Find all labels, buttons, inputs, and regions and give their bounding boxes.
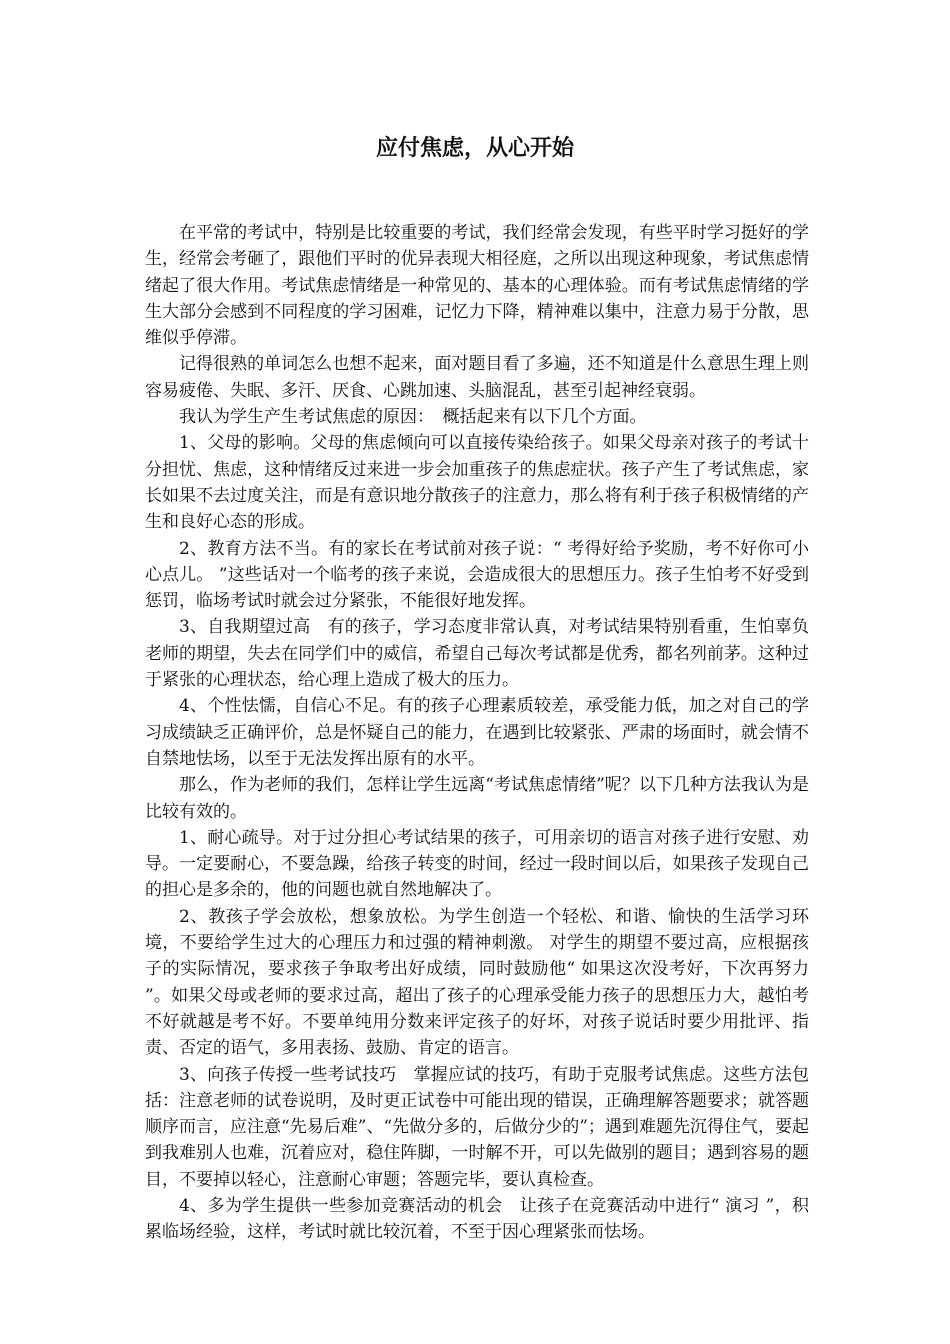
paragraph-cause-2: 2、教育方法不当。有的家长在考试前对孩子说：“ 考得好给予奖励，考不好你可小心点儿。 ”这些话对一个临考的孩子来说，会造成很大的思想压力。孩子生怕考不好受到惩罚，临场考试时就会过分紧张，不能很好地发挥。 — [145, 538, 809, 612]
paragraph-method-1: 1、耐心疏导。对于过分担心考试结果的孩子，可用亲切的语言对孩子进行安慰、劝导。一定要耐心，不要急躁，给孩子转变的时间，经过一段时间以后，如果孩子发现自己的担心是多余的，他的问题也就自然地解决了。 — [145, 827, 809, 901]
paragraph-cause-4: 4、个性怯懦，自信心不足。有的孩子心理素质较差，承受能力低，加之对自己的学习成绩缺乏正确评价，总是怀疑自己的能力，在遇到比较紧张、严肃的场面时，就会情不自禁地怯场，以至于无法发挥出原有的水平。 — [145, 696, 809, 769]
document-body — [145, 220, 809, 1246]
paragraph-cause-1: 1、父母的影响。父母的焦虑倾向可以直接传染给孩子。如果父母亲对孩子的考试十分担忧、焦虑，这种情绪反过来进一步会加重孩子的焦虑症状。孩子产生了考试焦虑，家长如果不去过度关注，而是有意识地分散孩子的注意力，那么将有利于孩子积极情绪的产生和良好心态的形成。 — [145, 433, 809, 533]
paragraph-causes-intro: 我认为学生产生考试焦虑的原因： 概括起来有以下几个方面。 — [179, 407, 647, 428]
paragraph-method-3: 3、向孩子传授一些考试技巧 掌握应试的技巧，有助于克服考试焦虑。这些方法包括：注意老师的试卷说明，及时更正试卷中可能出现的错误，正确理解答题要求；就答题顺序而言，应注意“先易后难”、“先做分多的，后做分少的”；遇到难题先沉得住气，要起到我难别人也难，沉着应对，稳住阵脚，一时解不开，可以先做别的题目；遇到容易的题目，不要掉以轻心，注意耐心审题；答题完毕，要认真检查。 — [145, 1064, 809, 1190]
paragraph-methods-intro: 那么，作为老师的我们，怎样让学生远离“考试焦虑情绪”呢？以下几种方法我认为是比较有效的。 — [145, 775, 809, 822]
paragraph-symptoms: 记得很熟的单词怎么也想不起来，面对题目看了多遍，还不知道是什么意思生理上则容易疲倦、失眠、多汗、厌食、心跳加速、头脑混乱，甚至引起神经衰弱。 — [145, 354, 809, 401]
document-title: 应付焦虑，从心开始 — [375, 136, 574, 161]
paragraph-intro: 在平常的考试中，特别是比较重要的考试，我们经常会发现，有些平时学习挺好的学生，经常会考砸了，跟他们平时的优异表现大相径庭，之所以出现这种现象，考试焦虑情绪起了很大作用。考试焦虑情绪是一种常见的、基本的心理体验。而有考试焦虑情绪的学生大部分会感到不同程度的学习困难，记忆力下降，精神难以集中，注意力易于分散，思维似乎停滞。 — [145, 223, 809, 349]
paragraph-cause-3: 3、自我期望过高 有的孩子，学习态度非常认真，对考试结果特别看重，生怕辜负老师的期望，失去在同学们中的威信，希望自己每次考试都是优秀，都名列前茅。这种过于紧张的心理状态，给心理上造成了极大的压力。 — [145, 617, 809, 691]
paragraph-method-4: 4、多为学生提供一些参加竞赛活动的机会 让孩子在竞赛活动中进行“ 演习 ”，积累临场经验，这样，考试时就比较沉着，不至于因心理紧张而怯场。 — [145, 1195, 809, 1243]
paragraph-method-2: 2、教孩子学会放松，想象放松。为学生创造一个轻松、和谐、愉快的生活学习环境，不要给学生过大的心理压力和过强的精神刺激。 对学生的期望不要过高，应根据孩子的实际情况，要求孩子争取考出好成绩，同时鼓励他“ 如果这次没考好，下次再努力 ”。如果父母或老师的要求过高，超出了孩子的心理承受能力孩子的思想压力大，越怕考不好就越是考不好。不要单纯用分数来评定孩子的好坏，对孩子说话时要少用批评、指责、否定的语气，多用表扬、鼓励、肯定的语言。 — [145, 906, 809, 1059]
